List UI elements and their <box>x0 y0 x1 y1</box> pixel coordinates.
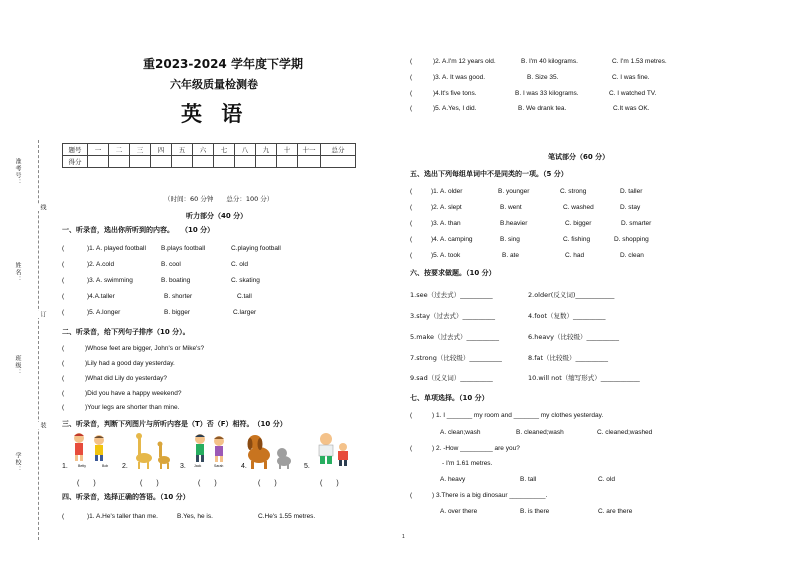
q5-item-5-c[interactable]: C. had <box>565 252 585 259</box>
q5-item-paren: ( <box>410 204 413 211</box>
q1-item-2: ( <box>62 261 65 268</box>
q2-item-paren: ( <box>62 360 65 367</box>
q6-item-left[interactable]: 1.see（过去式）__________ <box>410 291 493 299</box>
score-header-cell: 四 <box>151 144 172 156</box>
page-number: 1 <box>402 534 405 540</box>
q4-item-2-a[interactable]: )2. A.I'm 12 years old. <box>433 58 496 65</box>
q7-title: 七、单项选择。（10 分） <box>410 394 489 402</box>
q2-item-2[interactable]: )Lily had a good day yesterday. <box>85 360 175 367</box>
q1-title: 一、听录音，选出你所听到的内容。 （10 分） <box>62 226 215 234</box>
q5-item-2-b[interactable]: B. went <box>500 204 522 211</box>
q4-item-1-a[interactable]: )1. A.He's taller than me. <box>87 513 158 520</box>
score-header-cell: 一 <box>88 144 109 156</box>
q4-item-5-b[interactable]: B. We drank tea. <box>518 105 567 112</box>
q1-item-5-a[interactable]: )5. A.longer <box>87 309 121 316</box>
q7-paren: ( <box>410 412 413 419</box>
exam-title: 重2023-2024 学年度下学期 <box>143 57 303 71</box>
q7-q1-opt-b[interactable]: B. cleaned;wash <box>516 429 564 436</box>
q5-title: 五、选出下列每组单词中不是同类的一项。（5 分） <box>410 170 568 178</box>
caption-jack: Jack <box>194 464 202 468</box>
q7-q2-line2: - I'm 1.61 metres. <box>442 460 493 467</box>
q4-item-3-c[interactable]: C. I was fine. <box>612 74 650 81</box>
q1-item-2-c[interactable]: C. old <box>231 261 248 268</box>
q4-item-2-c[interactable]: C. I'm 1.53 metres. <box>612 58 667 65</box>
q6-title: 六、按要求做题。（10 分） <box>410 269 496 277</box>
q6-item-left[interactable]: 9.sad（反义词）__________ <box>410 374 493 382</box>
q1-item-3-a[interactable]: )3. A. swimming <box>87 277 133 284</box>
q2-item-paren: ( <box>62 390 65 397</box>
q1-item-5: ( <box>62 309 65 316</box>
q4-item-paren: ( <box>410 105 413 112</box>
q5-item-1-d[interactable]: D. taller <box>620 188 643 195</box>
pic-num-5: 5. <box>304 463 310 470</box>
seal-mark: 装 <box>39 422 46 429</box>
giraffe-picture <box>133 431 173 471</box>
q2-item-5[interactable]: )Your legs are shorter than mine. <box>85 404 180 411</box>
q6-item-right[interactable]: 2.older(反义词)____________ <box>528 291 615 299</box>
q6-item-left[interactable]: 7.strong（比较级）__________ <box>410 354 502 362</box>
caption-bob: Bob <box>102 464 109 468</box>
score-header-cell: 九 <box>256 144 277 156</box>
q4-item-2-b[interactable]: B. I'm 40 kilograms. <box>521 58 578 65</box>
q6-item-right[interactable]: 8.fat（比较级）__________ <box>528 354 609 362</box>
school-label: 学校： <box>14 452 21 473</box>
q5-item-5-d[interactable]: D. clean <box>620 252 644 259</box>
q1-item-2-a[interactable]: )2. A.cold <box>87 261 115 268</box>
q4-item-paren: ( <box>410 58 413 65</box>
answer-blank[interactable]: ( ) <box>140 480 159 487</box>
q5-item-3-b[interactable]: B.heavier <box>500 220 528 227</box>
q2-item-1[interactable]: )Whose feet are bigger, John's or Mike's? <box>85 345 205 352</box>
pic-num-3: 3. <box>180 463 186 470</box>
q2-title: 二、听录音，给下列句子排序（10 分）。 <box>62 328 190 336</box>
q2-item-paren: ( <box>62 375 65 382</box>
q7-q3-opt-c[interactable]: C. are there <box>598 508 633 515</box>
q6-item-right[interactable]: 10.will not（缩写形式）____________ <box>528 374 640 382</box>
q7-q2-opt-c[interactable]: C. old <box>598 476 615 483</box>
q5-item-4-a[interactable]: )4. A. camping <box>431 236 473 243</box>
score-cell[interactable] <box>151 156 172 168</box>
pic-num-4: 4. <box>241 463 247 470</box>
q4-item-5-c[interactable]: C.It was OK. <box>613 105 650 112</box>
q7-paren: ( <box>410 445 413 452</box>
q1-item-4-b[interactable]: B. shorter <box>164 293 193 300</box>
score-header-cell: 七 <box>214 144 235 156</box>
q1-item-5-b[interactable]: B. bigger <box>164 309 191 316</box>
dogs-picture <box>245 431 295 471</box>
caption-betty: Betty <box>78 464 86 468</box>
q1-item-5-c[interactable]: C.larger <box>233 309 257 316</box>
q4-item-1-b[interactable]: B.Yes, he is. <box>177 513 213 520</box>
q5-item-paren: ( <box>410 188 413 195</box>
q7-q3-stem[interactable]: ) 3.There is a big dinosaur __________. <box>432 492 548 499</box>
q7-q3-opt-b[interactable]: B. is there <box>520 508 550 515</box>
q1-item-3-c[interactable]: C. skating <box>231 277 260 284</box>
q5-item-paren: ( <box>410 236 413 243</box>
q4-item-3-a[interactable]: )3. A. It was good. <box>433 74 486 81</box>
q2-item-3[interactable]: )What did Lily do yesterday? <box>85 375 168 382</box>
subject-title: 英 语 <box>181 102 249 126</box>
q5-item-1-a[interactable]: )1. A. older <box>431 188 463 195</box>
q4-item-1-c[interactable]: C.He's 1.55 metres. <box>258 513 316 520</box>
q5-item-4-c[interactable]: C. fishing <box>563 236 591 243</box>
answer-blank[interactable]: ( ) <box>198 480 217 487</box>
q4-item-4-a[interactable]: )4.It's five tons. <box>433 90 477 97</box>
q1-item-1-c[interactable]: C.playing football <box>231 245 281 252</box>
q4-item-paren: ( <box>410 74 413 81</box>
score-header-cell: 五 <box>172 144 193 156</box>
score-header-cell: 十一 <box>298 144 321 156</box>
answer-blank[interactable]: ( ) <box>77 480 96 487</box>
q5-item-3-c[interactable]: C. bigger <box>565 220 592 227</box>
q5-item-1-c[interactable]: C. strong <box>560 188 587 195</box>
score-cell[interactable] <box>172 156 193 168</box>
class-label: 班级： <box>14 355 21 376</box>
q4-item-3-b[interactable]: B. Size 35. <box>527 74 559 81</box>
score-table <box>62 143 356 168</box>
q2-item-paren: ( <box>62 345 65 352</box>
score-header-cell: 总分 <box>321 144 356 156</box>
score-cell[interactable] <box>277 156 298 168</box>
q1-item-3: ( <box>62 277 65 284</box>
q5-item-1-b[interactable]: B. younger <box>498 188 530 195</box>
score-header-cell: 三 <box>130 144 151 156</box>
q5-item-5-a[interactable]: )5. A. took <box>431 252 461 259</box>
q5-item-3-d[interactable]: D. smarter <box>621 220 652 227</box>
score-header-cell: 十 <box>277 144 298 156</box>
q7-paren: ( <box>410 492 413 499</box>
exam-number-label: 准考号： <box>14 158 21 186</box>
q6-item-left[interactable]: 3.stay（过去式）__________ <box>410 312 495 320</box>
q4-item-paren: ( <box>62 513 65 520</box>
q1-item-4-a[interactable]: )4.A.taller <box>87 293 115 300</box>
q1-item-1-a[interactable]: )1. A. played football <box>87 245 146 252</box>
q6-item-right[interactable]: 6.heavy（比较级）__________ <box>528 333 619 341</box>
exam-subtitle: 六年级质量检测卷 <box>170 78 258 91</box>
q5-item-paren: ( <box>410 252 413 259</box>
q1-item-3-b[interactable]: B. boating <box>161 277 191 284</box>
q2-item-paren: ( <box>62 404 65 411</box>
q5-item-4-b[interactable]: B. sing <box>500 236 520 243</box>
q5-item-2-a[interactable]: )2. A. slept <box>431 204 462 211</box>
q2-item-4[interactable]: )Did you have a happy weekend? <box>85 390 182 397</box>
answer-blank[interactable]: ( ) <box>320 480 339 487</box>
answer-blank[interactable]: ( ) <box>258 480 277 487</box>
q4-item-4-c[interactable]: C. I watched TV. <box>609 90 657 97</box>
q1-item-4-c[interactable]: C.tall <box>237 293 252 300</box>
q7-q1-stem[interactable]: ) 1. I _______ my room and _______ my clothes yesterday. <box>432 412 604 419</box>
score-cell[interactable] <box>256 156 277 168</box>
listening-section-title: 听力部分（40 分） <box>186 212 248 220</box>
q7-q2-opt-b[interactable]: B. tall <box>520 476 537 483</box>
q5-item-2-c[interactable]: C. washed <box>563 204 594 211</box>
score-cell[interactable] <box>109 156 130 168</box>
score-cell[interactable] <box>235 156 256 168</box>
score-header-cell: 二 <box>109 144 130 156</box>
score-cell[interactable] <box>88 156 109 168</box>
q7-q3-opt-a[interactable]: A. over there <box>440 508 478 515</box>
score-cell[interactable] <box>321 156 356 168</box>
written-section-title: 笔试部分（60 分） <box>548 153 610 161</box>
q7-q2-opt-a[interactable]: A. heavy <box>440 476 466 483</box>
score-row-label: 得分 <box>63 156 88 168</box>
caption-sarah: Sarah <box>214 464 224 468</box>
pic-num-2: 2. <box>122 463 128 470</box>
q5-item-paren: ( <box>410 220 413 227</box>
time-info: （时间：60 分钟 总分：100 分） <box>164 195 274 203</box>
q3-title: 三、听录音，判断下列图片与所听内容是（T）否（F）相符。 （10 分） <box>62 420 287 428</box>
score-header-cell: 题号 <box>63 144 88 156</box>
q5-item-3-a[interactable]: )3. A. than <box>431 220 461 227</box>
score-header-cell: 六 <box>193 144 214 156</box>
line-mark: 线 <box>39 204 46 211</box>
score-header-cell: 八 <box>235 144 256 156</box>
q5-item-2-d[interactable]: D. stay <box>620 204 641 211</box>
name-label: 姓名： <box>14 262 21 283</box>
q4-item-5-a[interactable]: )5. A.Yes, I did. <box>433 105 477 112</box>
q1-item-1-b[interactable]: B.plays football <box>161 245 206 252</box>
q4-item-paren: ( <box>410 90 413 97</box>
pic-num-1: 1. <box>62 463 68 470</box>
q7-q2-stem[interactable]: ) 2. -How _________ are you? <box>432 445 520 452</box>
q4-title: 四、听录音，选择正确的答语。（10 分） <box>62 493 190 501</box>
q1-item-1: ( <box>62 245 65 252</box>
score-cell[interactable] <box>130 156 151 168</box>
men-picture <box>313 431 353 471</box>
binding-line <box>38 140 39 540</box>
score-cell[interactable] <box>193 156 214 168</box>
q7-q1-opt-a[interactable]: A. clean;wash <box>440 429 481 436</box>
score-cell[interactable] <box>298 156 321 168</box>
q7-q1-opt-c[interactable]: C. cleaned;washed <box>597 429 653 436</box>
q5-item-4-d[interactable]: D. shopping <box>614 236 649 243</box>
q1-item-2-b[interactable]: B. cool <box>161 261 181 268</box>
q5-item-5-b[interactable]: B. ate <box>502 252 519 259</box>
q6-item-right[interactable]: 4.foot（复数）__________ <box>528 312 606 320</box>
q4-item-4-b[interactable]: B. I was 33 kilograms. <box>515 90 579 97</box>
bind-mark: 订 <box>39 311 46 318</box>
q1-item-4: ( <box>62 293 65 300</box>
q6-item-left[interactable]: 5.make（过去式）__________ <box>410 333 500 341</box>
score-cell[interactable] <box>214 156 235 168</box>
